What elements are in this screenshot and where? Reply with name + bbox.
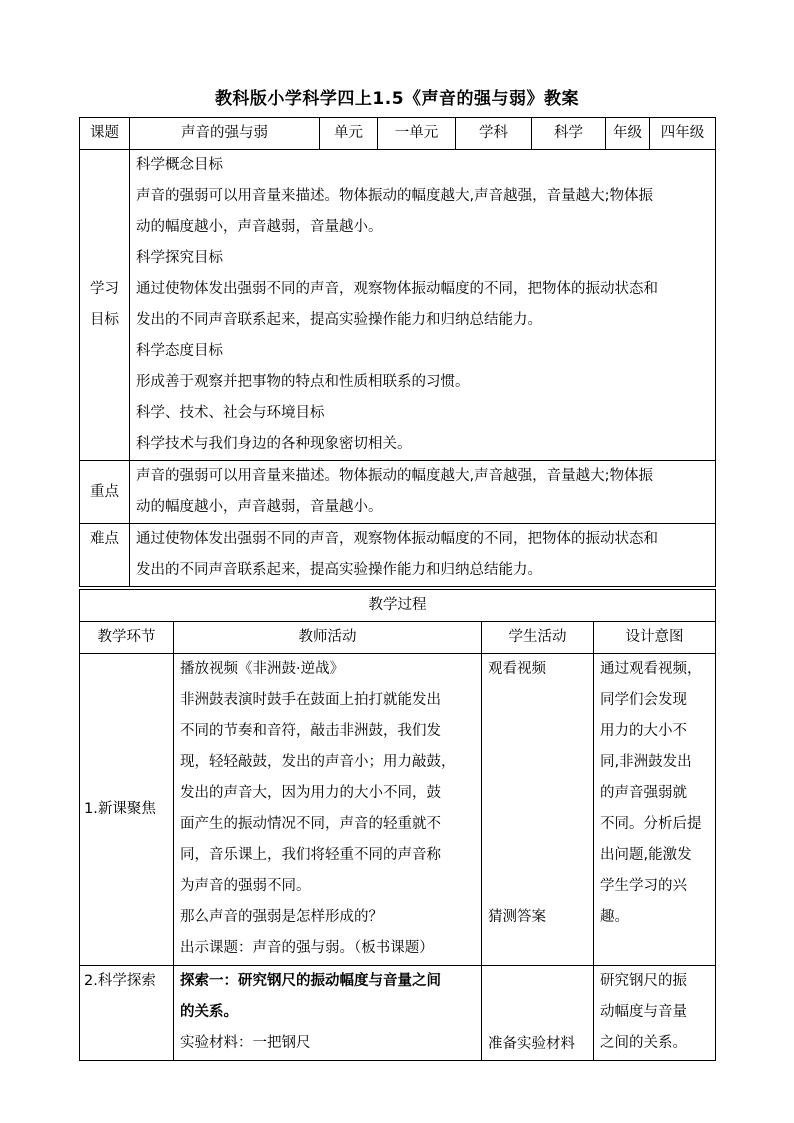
intent-line: 通过观看视频， [600,661,702,677]
student-activity [482,654,594,966]
subject-label: 学科 [456,118,532,150]
objective-line: 科学态度目标 [136,343,223,359]
student-activity [482,966,594,1061]
key-point-line: 声音的强弱可以用音量来描述。物体振动的幅度越大,声音越强，音量越大;物体振 [136,468,653,484]
intent-line: 动幅度与音量 [600,1004,687,1020]
design-intent [594,966,716,1061]
course-label: 课题 [80,118,130,150]
lesson-info-table [79,117,716,587]
key-point-line: 动的幅度越小，声音越弱，音量越小。 [136,499,383,515]
teacher-line-bold: 的关系。 [180,1004,238,1020]
grade-label: 年级 [606,118,650,150]
objectives-label-text: 学习目标 [89,281,119,328]
difficulty-label: 难点 [80,524,130,587]
teacher-line-bold: 探索一：研究钢尺的振动幅度与音量之间 [180,973,441,989]
teacher-line: 现，轻轻敲鼓，发出的声音小；用力敲鼓， [180,754,456,770]
intent-line: 同学们会发现 [600,692,687,708]
stage-science-exploration: 2.科学探索 [80,966,174,1061]
teacher-line: 那么声音的强弱是怎样形成的？ [180,909,383,925]
intent-line: 学生学习的兴 [600,878,687,894]
difficulty-content [130,524,716,587]
key-point-label: 重点 [80,461,130,524]
column-header-intent: 设计意图 [594,622,716,654]
unit-label: 单元 [320,118,378,150]
column-header-stage: 教学环节 [80,622,174,654]
student-line: 准备实验材料 [488,1036,575,1052]
objective-line: 声音的强弱可以用音量来描述。物体振动的幅度越大,声音越强，音量越大;物体振 [136,188,653,204]
teacher-line: 实验材料：一把钢尺 [180,1035,311,1051]
teacher-line: 同，音乐课上，我们将轻重不同的声音称 [180,847,441,863]
intent-line: 用力的大小不 [600,723,687,739]
objective-line: 科学概念目标 [136,157,223,173]
objective-line: 形成善于观察并把事物的特点和性质相联系的习惯。 [136,374,470,390]
intent-line: 同,非洲鼓发出 [600,754,692,770]
teacher-line: 不同的节奏和音符，敲击非洲鼓，我们发 [180,723,441,739]
student-line: 观看视频 [488,661,546,677]
intent-line: 研究钢尺的振 [600,973,687,989]
course-value: 声音的强与弱 [130,118,320,150]
intent-line: 之间的关系。 [600,1035,687,1051]
subject-value: 科学 [532,118,606,150]
column-header-teacher: 教师活动 [174,622,482,654]
teacher-line: 为声音的强弱不同。 [180,878,311,894]
key-point-content [130,461,716,524]
teacher-line: 面产生的振动情况不同，声音的轻重就不 [180,816,441,832]
student-line: 猜测答案 [488,909,546,925]
objective-line: 科学探究目标 [136,250,223,266]
teacher-line: 发出的声音大，因为用力的大小不同，鼓 [180,785,441,801]
objective-line: 发出的不同声音联系起来，提高实验操作能力和归纳总结能力。 [136,312,542,328]
teaching-process-table [79,589,716,1061]
grade-value: 四年级 [650,118,716,150]
teacher-line: 出示课题：声音的强与弱。（板书课题） [180,940,434,956]
teacher-activity [174,966,482,1061]
intent-line: 不同。分析后提 [600,816,702,832]
teacher-activity [174,654,482,966]
objectives-content [130,150,716,461]
intent-line: 的声音强弱就 [600,785,687,801]
intent-line: 出问题,能激发 [600,847,692,863]
document-title: 教科版小学科学四上1.5《声音的强与弱》教案 [214,89,580,109]
objective-line: 科学技术与我们身边的各种现象密切相关。 [136,436,412,452]
teacher-line: 播放视频《非洲鼓·逆战》 [180,661,345,677]
objectives-label [80,150,130,461]
teacher-line: 非洲鼓表演时鼓手在鼓面上拍打就能发出 [180,692,441,708]
unit-value: 一单元 [378,118,456,150]
difficulty-line: 发出的不同声音联系起来，提高实验操作能力和归纳总结能力。 [136,562,542,578]
objective-line: 科学、技术、社会与环境目标 [136,405,325,421]
intent-line: 趣。 [600,909,629,925]
objective-line: 动的幅度越小，声音越弱，音量越小。 [136,219,383,235]
column-header-student: 学生活动 [482,622,594,654]
design-intent [594,654,716,966]
difficulty-line: 通过使物体发出强弱不同的声音，观察物体振动幅度的不同，把物体的振动状态和 [136,531,658,547]
stage-new-lesson: 1.新课聚焦 [80,654,174,966]
process-heading: 教学过程 [80,590,716,622]
objective-line: 通过使物体发出强弱不同的声音，观察物体振动幅度的不同，把物体的振动状态和 [136,281,658,297]
